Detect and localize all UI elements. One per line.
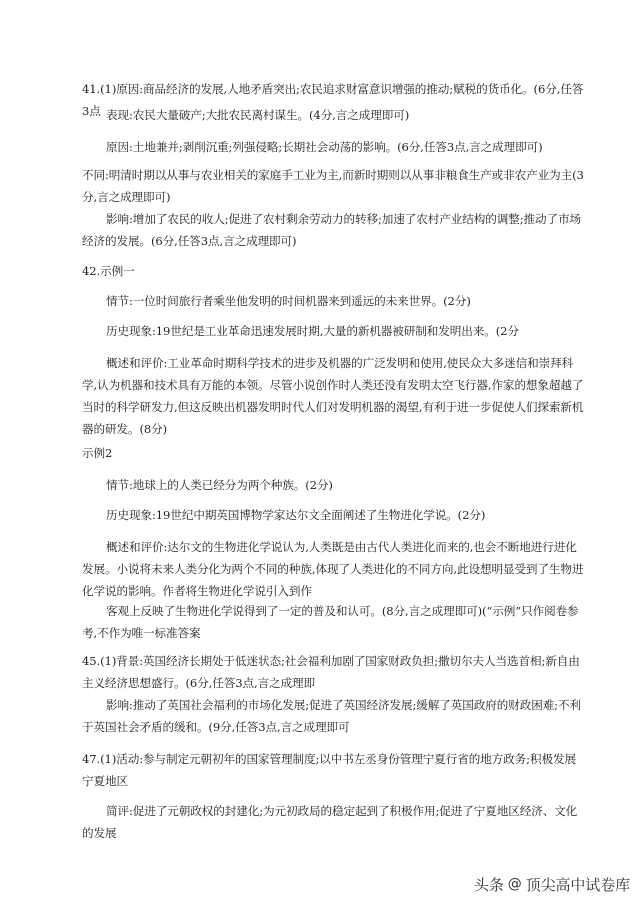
paragraph-q42-ex1-evaluation: 概述和评价:工业革命时期科学技术的进步及机器的广泛发明和使用,使民众大多迷信和崇拜科学,认为机器和技术具有万能的本领。尽管小说创作时人类还没有发明太空飞行器,作家的想象超越了当时的科学研发力,但这反映出机器发明时代人们对发明机器的渴望,有利于进一步促使人们探索新机器的研发。(8分) xyxy=(82,356,584,436)
paragraph-q41-impact: 影响:增加了农民的收人;促进了农村剩余劳动力的转移;加速了农村产业结构的调整;推动了市场经济的发展。(6分,任答3点,言之成理即可) xyxy=(82,212,581,248)
paragraph-q42-example2: 示例2 xyxy=(82,446,113,460)
paragraph-q42-ex2-plot: 情节:地球上的人类已经分为两个种族。(2分) xyxy=(106,478,333,492)
watermark xyxy=(474,873,630,895)
paragraph-q45-impact: 影响:推动了英国社会福利的市场化发展;促进了英国经济发展;缓解了英国政府的财政困难;不利于英国社会矛盾的缓和。(9分,任答3点,言之成理即可 xyxy=(82,698,581,734)
watermark-account: 顶尖高中试卷库 xyxy=(525,875,630,894)
paragraph-q41-1-show: 表现:农民大量破产;大批农民离村谋生。(4分,言之成理即可) xyxy=(106,108,410,122)
paragraph-q42-example1: 42.示例一 xyxy=(82,264,135,278)
watermark-logo: 头条 xyxy=(473,875,504,894)
watermark-at: @ xyxy=(507,876,522,892)
paragraph-q45-1-background: 45.(1)背景:英国经济长期处于低迷状态;社会福利加剧了国家财政负担;撒切尔夫人当选首相;新自由主义经济思想盛行。(6分,任答3点,言之成理即 xyxy=(82,654,580,690)
paragraph-q41-diff: 不同:明清时期以从事与农业相关的家庭手工业为主,而新时期则以从事非粮食生产或非农产业为主(3分,言之成理即可) xyxy=(82,168,584,204)
paragraph-q47-evaluation: 简评:促进了元朝政权的封建化;为元初政局的稳定起到了积极作用;促进了宁夏地区经济、文化的发展 xyxy=(82,804,578,840)
paragraph-q42-ex1-plot: 情节:一位时间旅行者乘坐他发明的时间机器来到遥远的未来世界。(2分) xyxy=(106,294,471,308)
paragraph-q41-1-reason: 41.(1)原因:商品经济的发展,人地矛盾突出;农民追求财富意识增强的推动;赋税的货币化。(6分,任答3点 xyxy=(82,82,584,118)
paragraph-q42-ex2-evaluation: 概述和评价:达尔文的生物进化学说认为,人类既是由古代人类进化而来的,也会不断地进行进化发展。小说将未来人类分化为两个不同的种族,体现了人类进化的不同方向,此设想明显受到了生物进化学说的影响。作者将生物进化学说引入到作 xyxy=(82,540,584,598)
paragraph-q41-2-reason: 原因:土地兼并;剥削沉重;列强侵略;长期社会动荡的影响。(6分,任答3点,言之成理即可) xyxy=(106,140,543,154)
paragraph-q42-ex2-history: 历史现象:19世纪中期英国博物学家达尔文全面阐述了生物进化学说。(2分) xyxy=(106,508,486,522)
paragraph-q42-ex1-history: 历史现象:19世纪是工业革命迅速发展时期,大量的新机器被研制和发明出来。(2分 xyxy=(106,324,519,338)
paragraph-q42-ex2-objective: 客观上反映了生物进化学说得到了一定的普及和认可。(8分,言之成理即可)(“示例”只作阅卷参考,不作为唯一标准答案 xyxy=(82,604,579,640)
paragraph-q47-1-activity: 47.(1)活动:参与制定元朝初年的国家管理制度;以中书左丞身份管理宁夏行省的地方政务;积极发展宁夏地区 xyxy=(82,752,576,788)
